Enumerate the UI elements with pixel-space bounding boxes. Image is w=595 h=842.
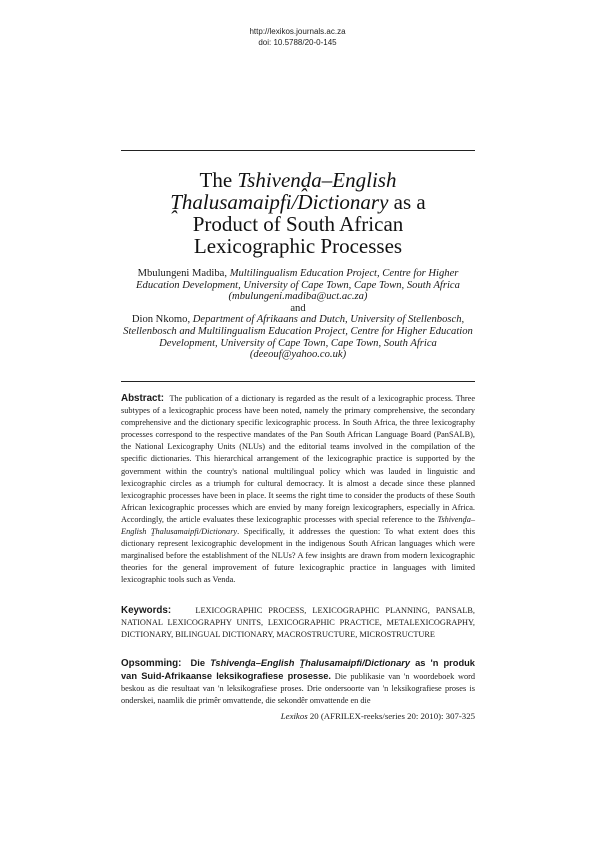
page-footer bbox=[121, 711, 475, 722]
keywords-label: Keywords: bbox=[121, 605, 172, 616]
opsomming-label: Opsomming: bbox=[121, 658, 182, 669]
author-2-affiliation: Department of Afrikaans and Dutch, University of Stellenbosch, Stellenbosch and Multilingualism Education Project, Centre for Higher Education Development, University of Cape Town, Cape Town, South Africa (deeouf@yahoo.co.uk) bbox=[123, 314, 473, 361]
author-2 bbox=[121, 314, 475, 360]
author-1 bbox=[121, 268, 475, 303]
title-line-4: Lexicographic Processes bbox=[193, 234, 403, 258]
title-italic-2: Ṱhalusamaipfi/Dictionary bbox=[170, 190, 389, 214]
author-1-name: Mbulungeni Madiba, bbox=[137, 268, 230, 279]
doi[interactable]: doi: 10.5788/20-0-145 bbox=[258, 38, 337, 47]
opsomming bbox=[121, 657, 475, 707]
title-italic-1: Tshivenḓa–English bbox=[237, 168, 397, 192]
abstract-italic-title: Tshivenḓa–English Ṱhalusamaipfi/Dictionary bbox=[121, 514, 475, 537]
abstract-text-2: . Specifically, it addresses the question: To what extent does this dictionary represent lexicographic development in the indigenous South African languages which were marginalised before the establishment of the NLUs? A few insights are drawn from modern lexicographic theories for the general improvement of future lexicographic practice in languages with limited lexicographic tools such as Venda. bbox=[121, 527, 476, 585]
author-block bbox=[121, 268, 475, 361]
journal-name: Lexikos bbox=[280, 711, 308, 721]
abstract-rule bbox=[121, 381, 475, 382]
opsomming-text: Die publikasie van 'n woordeboek word beskou as die resultaat van 'n leksikografiese proses. Drie ondersoorte van 'n leksikografiese proses is onderskei, naamlik die primêr omvattende, die sekondêr omvattende en die bbox=[121, 672, 475, 706]
abstract bbox=[121, 393, 475, 587]
author-separator: and bbox=[290, 302, 306, 314]
keywords bbox=[121, 605, 475, 641]
top-rule bbox=[121, 150, 475, 151]
article-title bbox=[121, 169, 475, 257]
keywords-text: LEXICOGRAPHIC PROCESS, LEXICOGRAPHIC PLANNING, PANSALB, NATIONAL LEXICOGRAPHY UNITS, LEXICOGRAPHIC PRACTICE, METALEXICOGRAPHY, DICTIONARY, BILINGUAL DICTIONARY, MACROSTRUCTURE, MICROSTRUCTURE bbox=[121, 606, 475, 640]
opsomming-title-prefix: Die bbox=[190, 658, 211, 668]
abstract-text-1: The publication of a dictionary is regarded as the result of a lexicographic process. Three subtypes of a lexicographic process have been noted, namely the primary comprehensive, the secondary comprehensive and the dictionary specific lexicographic process. In South Africa, the three lexicography processes correspond to the respective mandates of the Pan South African Language Board (PanSALB), the National Lexicography Units (NLUs) and the editorial teams involved in the compilation of the specific dictionaries. This hierarchical arrangement of the lexicographic practice is supported by the government within the country's national multilingual policy which was lauded in linguistic and lexicographic circles as a triumph for cultural democracy. It is almost a decade since these planned lexicographic processes have been in place. It seems the right time to consider the products of these South African lexicographic processes which are envied by many foreign lexicographers, especially in Africa. Accordingly, the article evaluates these lexicographic processes with special reference to the bbox=[121, 394, 475, 524]
page-header bbox=[0, 26, 595, 48]
title-prefix: The bbox=[199, 168, 238, 192]
abstract-label: Abstract: bbox=[121, 393, 165, 404]
title-suffix: as a bbox=[388, 190, 426, 214]
author-1-affiliation: Multilingualism Education Project, Centre for Higher Education Development, University of Cape Town, Cape Town, South Africa (mbulungeni.madiba@uct.ac.za) bbox=[136, 268, 460, 303]
opsomming-title-suffix: as 'n produk van Suid-Afrikaanse leksikografiese prosesse. bbox=[121, 658, 475, 682]
author-2-name: Dion Nkomo, bbox=[131, 314, 193, 326]
opsomming-title-italic: Tshivenḓa–English Ṱhalusamaipfi/Dictionary bbox=[210, 658, 411, 668]
journal-url[interactable]: http://lexikos.journals.ac.za bbox=[249, 27, 346, 36]
title-line-3: Product of South African bbox=[192, 212, 404, 236]
journal-citation: 20 (AFRILEX-reeks/series 20: 2010): 307-325 bbox=[307, 711, 475, 721]
